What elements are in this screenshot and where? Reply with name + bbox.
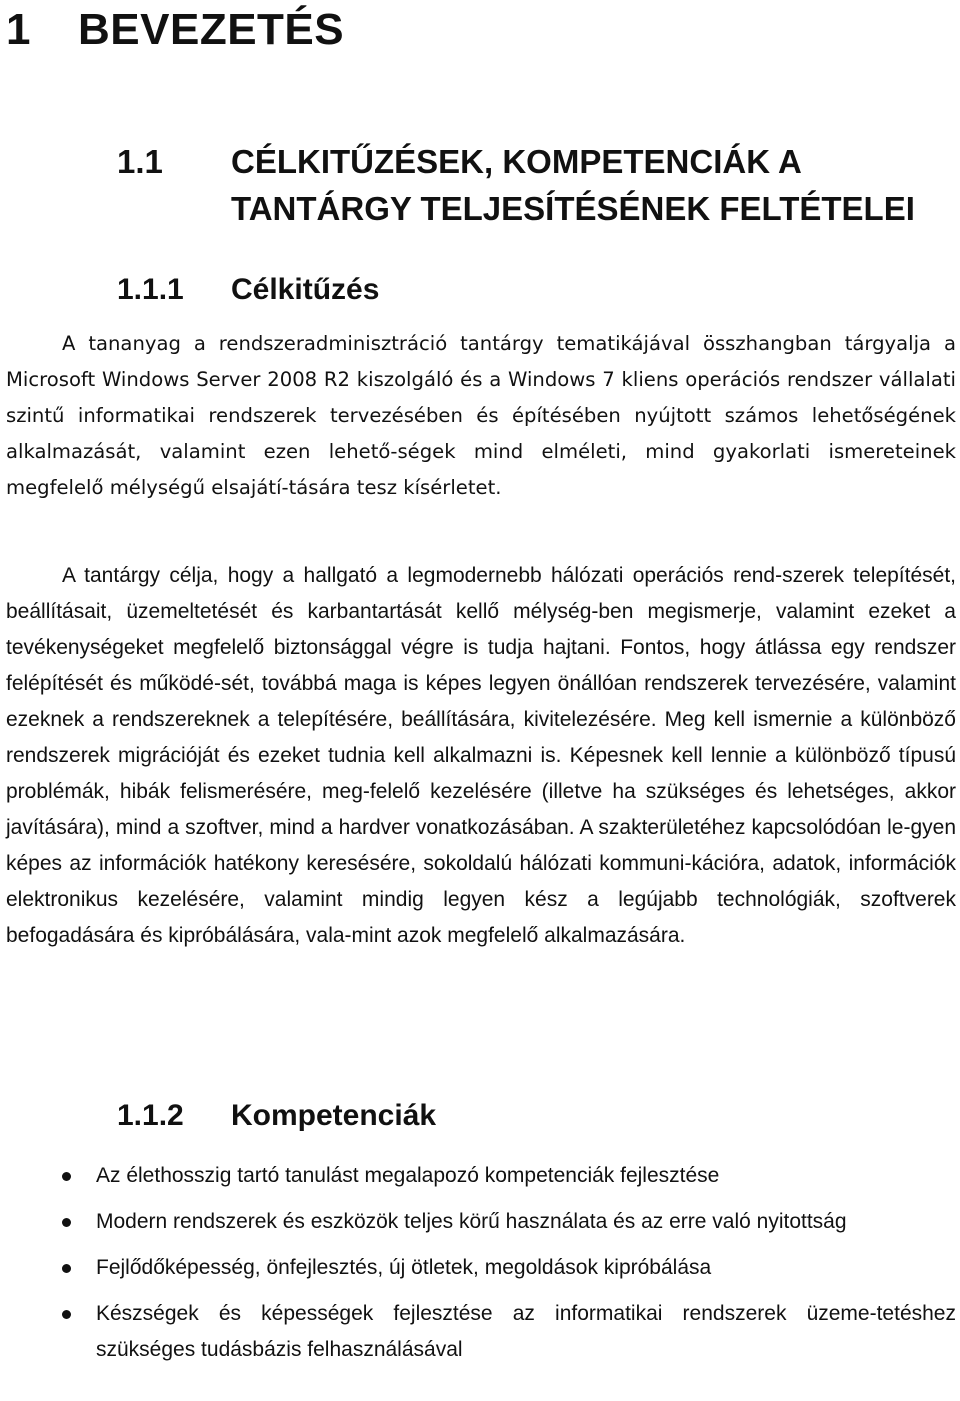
competency-list	[0, 1158, 960, 1378]
bullet-icon	[62, 1218, 71, 1227]
subsection-title: Kompetenciák	[231, 1099, 437, 1132]
chapter-title: BEVEZETÉS	[78, 5, 345, 54]
bullet-icon	[62, 1310, 71, 1319]
list-item-text: Az élethosszig tartó tanulást megalapozó kompetenciák fejlesztése	[96, 1164, 720, 1187]
subsection-title: Célkitűzés	[231, 273, 380, 306]
section-number: 1.1	[117, 143, 163, 180]
list-item-text: Modern rendszerek és eszközök teljes körű használata és az erre való nyitottság	[96, 1210, 847, 1233]
bullet-icon	[62, 1264, 71, 1273]
subsection-number: 1.1.2	[117, 1099, 184, 1132]
bullet-icon	[62, 1172, 71, 1181]
list-item-text: Fejlődőképesség, önfejlesztés, új ötletek, megoldások kipróbálása	[96, 1256, 712, 1279]
subsection-heading-goal	[117, 270, 379, 310]
list-item	[0, 1158, 960, 1194]
subsection-number: 1.1.1	[117, 273, 184, 306]
list-item	[0, 1296, 960, 1368]
paragraph: A tananyag a rendszeradminisztráció tantárgy tematikájával összhangban tárgyalja a Microsoft Windows Server 2008 R2 kiszolgáló és a Windows 7 kliens operációs rendszer vállalati szintű informatikai rendszerek tervezésében és építésében nyújtott számos lehetőségének alkalmazását, valamint ezen lehető-ségek mind elméleti, mind gyakorlati ismereteinek megfelelő mélységű elsajátí-tására tesz kísérletet.	[6, 332, 956, 499]
list-item	[0, 1250, 960, 1286]
list-item-text: Készségek és képességek fejlesztése az informatikai rendszerek üzeme-tetéshez szükséges tudásbázis felhasználásával	[96, 1302, 956, 1361]
paragraph: A tantárgy célja, hogy a hallgató a legmodernebb hálózati operációs rend-szerek telepítését, beállításait, üzemeltetését és karbantartását kellő mélység-ben megismerje, valamint ezeket a tevékenységeket megfelelő biztonsággal végre is tudja hajtani. Fontos, hogy átlássa egy rendszer felépítését és működé-sét, továbbá maga is képes legyen önállóan rendszerek tervezésére, valamint ezeknek a rendszereknek a telepítésére, beállítására, kivitelezésére. Meg kell ismernie a különböző rendszerek migrációját és ezeket tudnia kell alkalmazni is. Képesnek kell lennie a különböző típusú problémák, hibák felismerésére, meg-felelő kezelésére (illetve ha szükséges és lehetséges, akkor javítására), mind a szoftver, mind a hardver vonatkozásában. A szakterületéhez kapcsolódóan le-gyen képes az információk hatékony keresésére, sokoldalú hálózati kommuni-kációra, adatok, információk elektronikus kezelésére, valamint mindig legyen kész a legújabb technológiák, szoftverek befogadására és kipróbálására, vala-mint azok megfelelő alkalmazására.	[6, 564, 956, 947]
chapter-number: 1	[6, 5, 31, 54]
section-title: CÉLKITŰZÉSEK, KOMPETENCIÁK A TANTÁRGY TELJESÍTÉSÉNEK FELTÉTELEI	[231, 143, 915, 227]
subsection-heading-competencies	[117, 1096, 436, 1136]
chapter-heading	[6, 0, 344, 60]
list-item	[0, 1204, 960, 1240]
